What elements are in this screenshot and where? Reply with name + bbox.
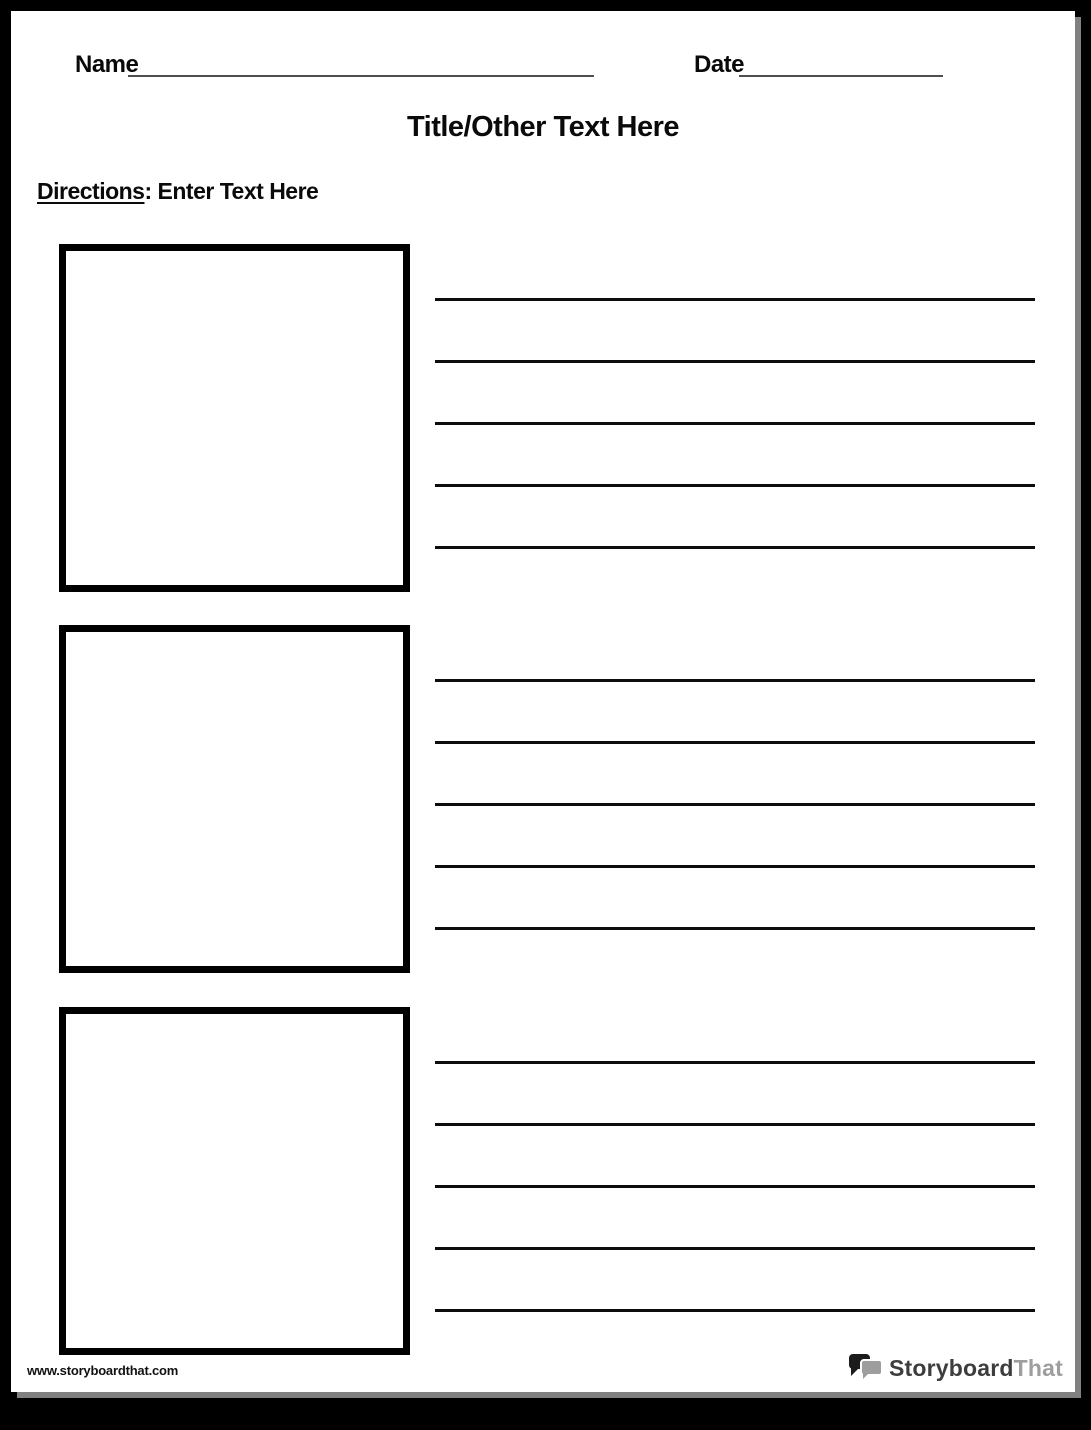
website-url: www.storyboardthat.com <box>27 1363 179 1378</box>
date-label: Date <box>694 51 745 78</box>
section-1-row <box>59 244 1047 592</box>
section-1-writing-line-5 <box>435 546 1035 549</box>
section-3-writing-line-1 <box>435 1061 1035 1064</box>
speech-bubble-gray-icon <box>860 1359 883 1376</box>
directions-label: Directions <box>37 178 145 204</box>
section-2-image-box <box>59 625 410 973</box>
section-2-writing-line-3 <box>435 803 1035 806</box>
sections-container <box>11 11 1075 1392</box>
storyboardthat-logo <box>849 1354 1063 1382</box>
section-1-writing-line-4 <box>435 484 1035 487</box>
section-2-writing-line-2 <box>435 741 1035 744</box>
logo-text-primary: Storyboard <box>888 1354 1014 1381</box>
section-1-image-box <box>59 244 410 592</box>
section-2-writing-line-1 <box>435 679 1035 682</box>
section-2-writing-lines <box>435 625 1035 973</box>
section-2-writing-line-4 <box>435 865 1035 868</box>
name-label: Name <box>75 51 139 78</box>
speech-bubbles-icon <box>849 1354 883 1382</box>
directions-instruction: : Enter Text Here <box>144 178 319 204</box>
section-2-writing-line-5 <box>435 927 1035 930</box>
section-3-writing-line-4 <box>435 1247 1035 1250</box>
section-3-writing-line-3 <box>435 1185 1035 1188</box>
section-1-writing-lines <box>435 244 1035 592</box>
worksheet-page <box>11 11 1075 1392</box>
logo-text-secondary: That <box>1013 1354 1063 1381</box>
logo-text <box>889 1355 1063 1382</box>
section-3-writing-lines <box>435 1007 1035 1355</box>
section-1-writing-line-3 <box>435 422 1035 425</box>
section-3-image-box <box>59 1007 410 1355</box>
section-3-row <box>59 1007 1047 1355</box>
section-3-writing-line-5 <box>435 1309 1035 1312</box>
section-1-writing-line-2 <box>435 360 1035 363</box>
section-2-row <box>59 625 1047 973</box>
worksheet-title: Title/Other Text Here <box>406 111 680 143</box>
section-1-writing-line-1 <box>435 298 1035 301</box>
section-3-writing-line-2 <box>435 1123 1035 1126</box>
